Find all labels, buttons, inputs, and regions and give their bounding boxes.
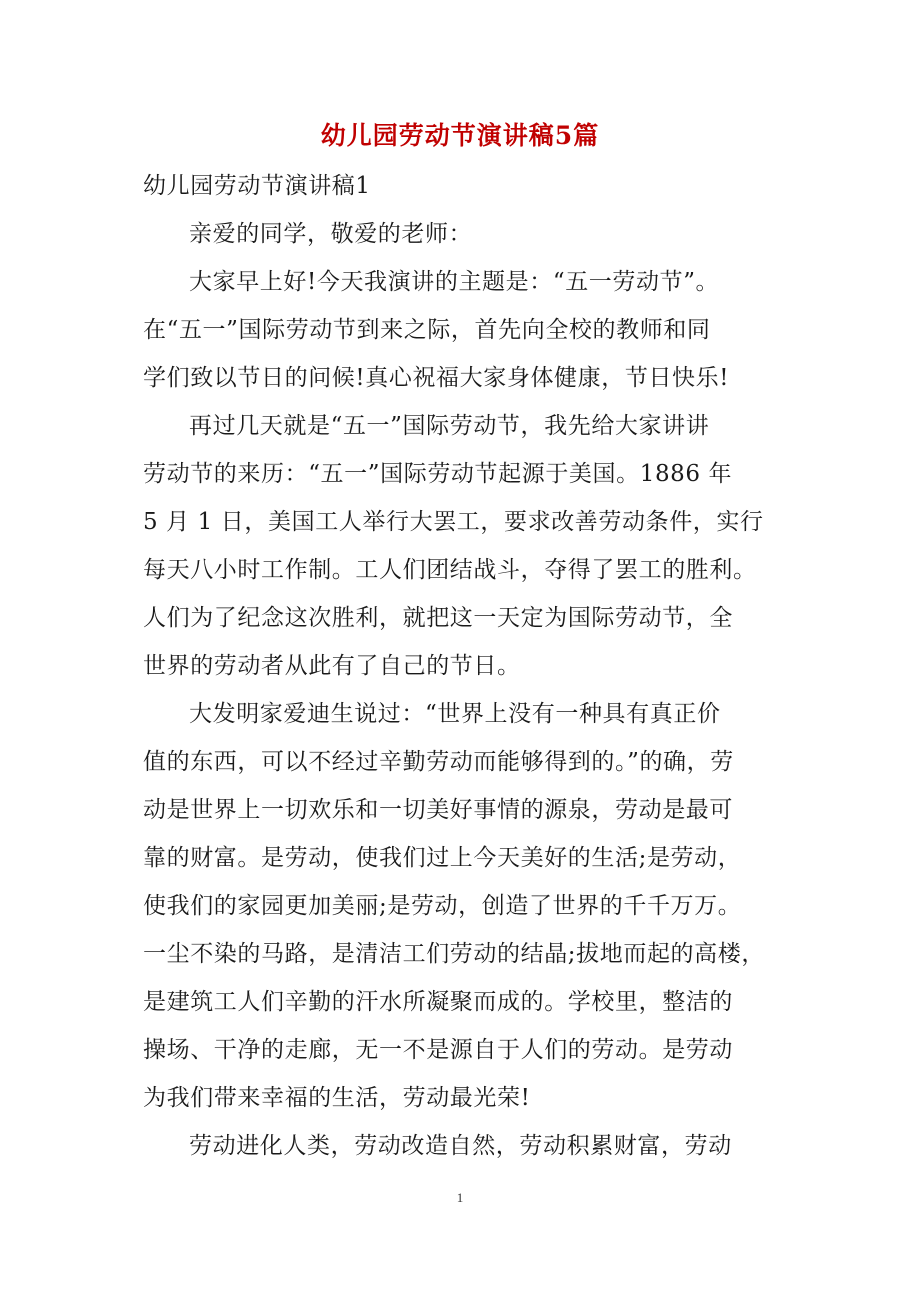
paragraph-line: 动是世界上一切欢乐和一切美好事情的源泉，劳动是最可 (143, 797, 733, 823)
paragraph-line: 5 月 1 日，美国工人举行大罢工，要求改善劳动条件，实行 (143, 509, 764, 535)
paragraph-line: 大家早上好!今天我演讲的主题是：“五一劳动节”。 (189, 269, 720, 295)
paragraph-line: 再过几天就是“五一”国际劳动节，我先给大家讲讲 (189, 413, 710, 439)
paragraph-line: 是建筑工人们辛勤的汗水所凝聚而成的。学校里，整洁的 (143, 989, 733, 1015)
paragraph-line: 值的东西，可以不经过辛勤劳动而能够得到的。”的确，劳 (143, 749, 734, 775)
document-title: 幼儿园劳动节演讲稿5篇 (320, 121, 600, 150)
paragraph-line: 人们为了纪念这次胜利，就把这一天定为国际劳动节，全 (143, 605, 733, 631)
paragraph-line: 在“五一”国际劳动节到来之际，首先向全校的教师和同 (143, 317, 711, 343)
speech-subtitle: 幼儿园劳动节演讲稿1 (143, 173, 371, 199)
paragraph-line: 操场、干净的走廊，无一不是源自于人们的劳动。是劳动 (143, 1037, 733, 1063)
paragraph-line: 学们致以节日的问候!真心祝福大家身体健康，节日快乐! (143, 365, 730, 391)
paragraph-line: 为我们带来幸福的生活，劳动最光荣! (143, 1085, 531, 1111)
paragraph-line: 世界的劳动者从此有了自己的节日。 (143, 653, 521, 679)
paragraph-line: 大发明家爱迪生说过：“世界上没有一种具有真正价 (189, 701, 721, 727)
page-number: 1 (456, 1190, 464, 1205)
paragraph-line: 使我们的家园更加美丽;是劳动，创造了世界的千千万万。 (143, 893, 742, 919)
paragraph-line: 每天八小时工作制。工人们团结战斗，夺得了罢工的胜利。 (143, 557, 757, 583)
paragraph-line: 亲爱的同学，敬爱的老师： (189, 221, 473, 247)
paragraph-line: 劳动节的来历：“五一”国际劳动节起源于美国。1886 年 (143, 461, 733, 487)
paragraph-line: 靠的财富。是劳动，使我们过上今天美好的生活;是劳动， (143, 845, 742, 871)
paragraph-line: 劳动进化人类，劳动改造自然，劳动积累财富，劳动 (189, 1133, 732, 1159)
paragraph-line: 一尘不染的马路，是清洁工们劳动的结晶;拔地而起的高楼， (143, 941, 765, 967)
